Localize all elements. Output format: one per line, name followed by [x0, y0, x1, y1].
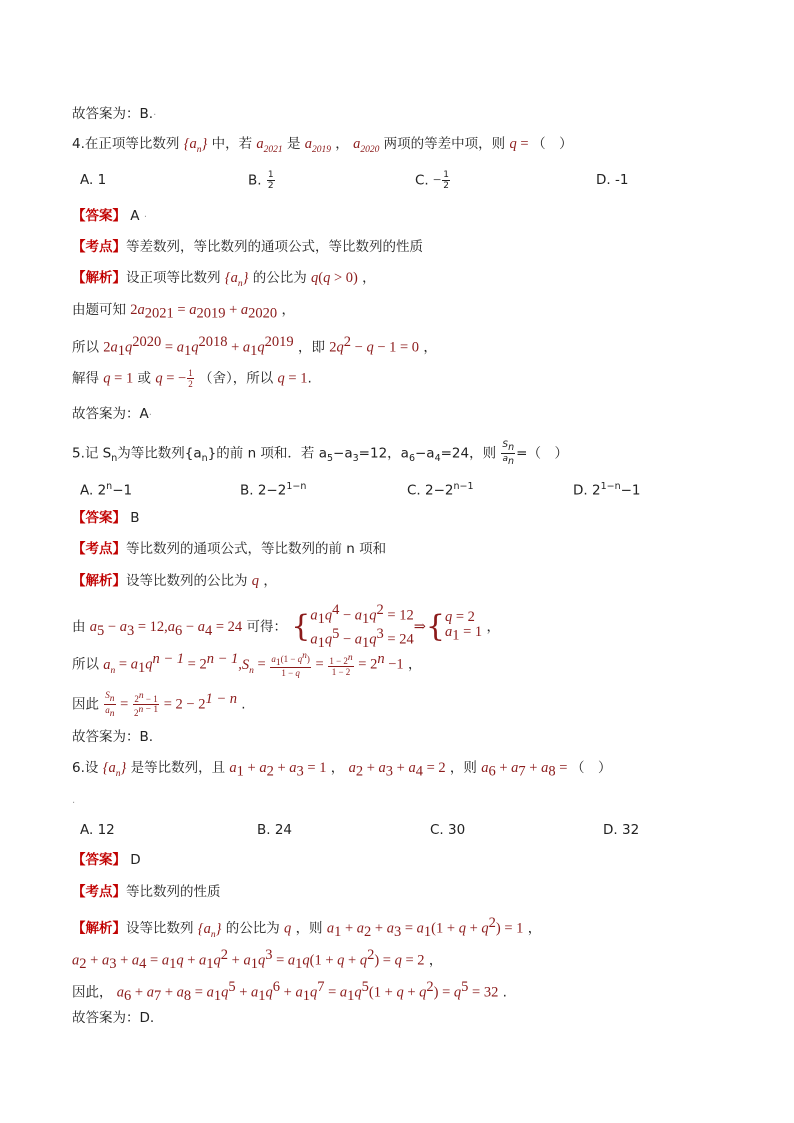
question-4-stem: 4.在正项等比数列 $\{a_n\}$ 中，若 $a_{2021}$ 是 $a_{2019}$ ， $a_{2020}$ 两项的等差中项，则 q = （ ）	[72, 136, 573, 155]
blank-line: ·	[72, 798, 76, 809]
q5-option-d: D. $2^{1-n}-1$	[573, 481, 641, 499]
q4-analysis-4: 解得 q = 1 或 q = − $\frac{1}{2}$ （舍），所以 q = 1.	[72, 368, 312, 389]
q5-option-b: B. $2-2^{1-n}$	[240, 481, 307, 499]
q6-option-a: A. 12	[80, 822, 115, 838]
q5-keypoint: 【考点】等比数列的通项公式，等比数列的前 n 项和	[72, 541, 387, 557]
q5-answer: 【答案】 B	[72, 510, 140, 526]
q5-analysis-3: 所以 $a_n = a_1q^{n - 1} = 2^{n - 1},S_n$ = $\frac{a_1(1 - q^n)}{1 - q}$ = $\frac{1 - 2^n}{1 - 2}$ = $2^n -1$ ，	[72, 650, 422, 679]
q5-conclusion: 故答案为：B.	[72, 729, 154, 745]
q6-option-d: D. 32	[603, 822, 640, 838]
q4-analysis-3: 所以 $2a_1q^{2020} = a_1q^{2018} + a_1q^{2019}$ ，即 $2q^2 - q - 1 = 0$ ，	[72, 334, 437, 360]
q5-analysis-4: 因此 $\frac{S_n}{a_n}$ = $\frac{2^n - 1}{2^{n - 1}}$ = $2 - 2^{1 - n}$ .	[72, 690, 246, 719]
q4-keypoint: 【考点】等差数列，等比数列的通项公式，等比数列的性质	[72, 239, 423, 255]
q6-answer: 【答案】 D	[72, 852, 141, 868]
q6-keypoint: 【考点】等比数列的性质	[72, 884, 221, 900]
q4-analysis-2: 由题可知 $2a_{2021} = a_{2019} + a_{2020}$ ，	[72, 302, 295, 322]
q4-analysis-1: 【解析】设正项等比数列 $\{a_n\}$ 的公比为 q(q > 0) ，	[72, 270, 376, 289]
q6-option-c: C. 30	[430, 822, 466, 838]
question-5-stem: 5.记 $S_n$为等比数列$\{a_n\}$的前 n 项和．若 $a_5-a_3=12$，$a_6-a_4=24$，则 $\frac{S_n}{a_n}$ =（ ）	[72, 440, 568, 467]
q5-analysis-2: 由 $a_5 - a_3 = 12,a_6 - a_4 = 24$ 可得： { $a_1q^4 - a_1q^2 = 12$ $a_1q^5 - a_1q^3 = 24$ ⇒{ q = 2 $a_1 = 1$ ，	[72, 602, 500, 652]
q4-conclusion: 故答案为：A·	[72, 406, 152, 422]
q6-option-b: B. 24	[257, 822, 293, 838]
q6-analysis-2: $a_2 + a_3 + a_4 = a_1q + a_1q^2 + a_1q^3 = a_1q(1 + q + q^2) = q = 2$ ，	[72, 947, 443, 973]
q5-option-c: C. $2-2^{n-1}$	[407, 481, 474, 499]
q6-conclusion: 故答案为：D.	[72, 1010, 155, 1026]
q6-analysis-3: 因此， $a_6 + a_7 + a_8 = a_1q^5 + a_1q^6 + a_1q^7 = a_1q^5(1 + q + q^2) = q^5 = 32$ .	[72, 979, 507, 1005]
answer-line-prev: 故答案为：B.·	[72, 106, 157, 122]
q4-answer: 【答案】 A ·	[72, 208, 148, 224]
q4-option-c: C. − $\frac{1}{2}$	[415, 170, 449, 191]
question-6-stem: 6.设 $\{a_n\}$ 是等比数列，且 $a_1 + a_2 + a_3 = 1$ ， $a_2 + a_3 + a_4 = 2$ ，则 $a_6 + a_7 + a_8$ = （ ）	[72, 760, 612, 780]
q4-option-a: A. 1	[80, 172, 107, 188]
q5-option-a: A. $2^n-1$	[80, 481, 133, 499]
q4-option-d: D. -1	[596, 172, 629, 188]
q6-analysis-1: 【解析】设等比数列 $\{a_n\}$ 的公比为 q ，则 $a_1 + a_2 + a_3 = a_1(1 + q + q^2) = 1$ ，	[72, 915, 542, 941]
q5-analysis-1: 【解析】设等比数列的公比为 q ，	[72, 573, 277, 589]
q4-option-b: B. $\frac{1}{2}$	[248, 170, 274, 191]
